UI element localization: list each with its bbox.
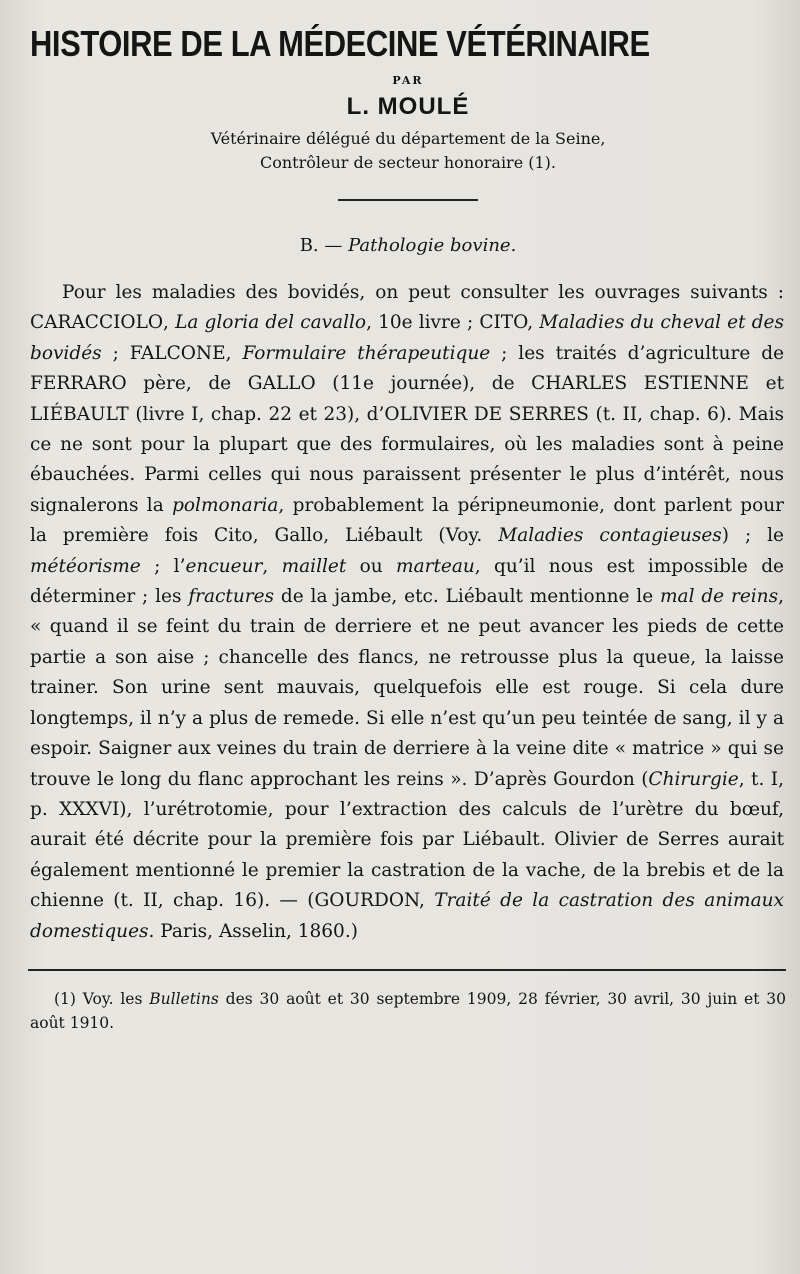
work-title: Maladies du cheval et des bovidés bbox=[30, 312, 784, 364]
footnote-italic: Bulletins bbox=[149, 989, 219, 1008]
text-run: , 10e livre ; bbox=[366, 312, 480, 334]
body-paragraph bbox=[30, 278, 784, 947]
italic-term: maillet bbox=[281, 555, 347, 577]
section-letter: B. — bbox=[299, 235, 343, 256]
work-title: Chirurgie bbox=[648, 768, 739, 790]
author-falcone: FALCONE bbox=[129, 342, 226, 364]
text-run: de la jambe, etc. Liébault mentionne le bbox=[274, 586, 660, 608]
text-run: , probablement la péripneumonie, dont parlent pour la première fois Cito, Gallo, Liébault (Voy. bbox=[30, 494, 784, 547]
text-run: , bbox=[527, 312, 540, 334]
author-charles-estienne: CHARLES ESTIENNE bbox=[531, 373, 750, 395]
author-liebault: LIÉBAULT bbox=[30, 403, 129, 425]
text-run: ou bbox=[346, 555, 397, 577]
text-run: père, de bbox=[126, 373, 248, 395]
author-olivier-de-serres: OLIVIER DE SERRES bbox=[384, 403, 589, 425]
author-gallo: GALLO bbox=[247, 373, 316, 395]
author-gourdon: GOURDON bbox=[314, 890, 419, 912]
text-run: , bbox=[419, 890, 435, 912]
text-run: . Paris, Asselin, 1860.) bbox=[148, 920, 358, 942]
text-run: , t. I, p. XXXVI), l’urétrotomie, pour l’extraction des calculs de l’urètre du bœuf, aurait été décrite pour la première fois par Liébault. Olivier de Serres aurait également mentionné le premier la castration de la vache, de la brebis et de la chienne (t. II, chap. 16). — ( bbox=[30, 768, 784, 912]
body-text bbox=[30, 278, 786, 947]
author-affiliation bbox=[30, 127, 786, 175]
italic-term: marteau bbox=[396, 555, 475, 577]
author-ferraro: FERRARO bbox=[30, 373, 127, 395]
text-run: (livre I, chap. 22 et 23), d’ bbox=[128, 403, 385, 425]
italic-term: fractures bbox=[188, 586, 275, 608]
text-run: (t. II, chap. 6). Mais ce ne sont pour la plupart que des formulaires, où les maladies sont à peine ébauchées. Parmi celles qui nous paraissent présenter le plus d’intérêt, nous signalerons la bbox=[30, 403, 784, 516]
page-title: HISTOIRE DE LA MÉDECINE VÉTÉRINAIRE bbox=[30, 23, 650, 64]
title-separator bbox=[338, 199, 478, 201]
section-heading bbox=[30, 235, 786, 256]
text-run: , bbox=[262, 555, 282, 577]
work-title: La gloria del cavallo bbox=[175, 312, 367, 334]
affiliation-line-2: Contrôleur de secteur honoraire (1). bbox=[259, 153, 557, 172]
italic-term: mal de reins bbox=[660, 586, 779, 608]
text-run: ; bbox=[101, 342, 130, 364]
author-caracciolo: CARACCIOLO bbox=[30, 312, 164, 334]
footnote-rule bbox=[28, 969, 786, 971]
affiliation-line-1: Vétérinaire délégué du département de la Seine, bbox=[210, 129, 606, 148]
by-label: PAR bbox=[392, 74, 424, 87]
author-name: L. MOULÉ bbox=[346, 93, 470, 120]
text-run: , « quand il se feint du train de derriere et ne peut avancer les pieds de cette partie a son aise ; chancelle des flancs, ne retrousse plus la queue, la laisse trainer. Son urine sent mauvais, quelquefois elle est rouge. Si cela dure longtemps, il n’y a plus de remede. Si elle n’est qu’un peu teintée de sang, il y a espoir. Saigner aux veines du train de derriere à la veine dite « matrice » qui se trouve le long du flanc approchant les reins ». D’après Gourdon ( bbox=[30, 586, 784, 790]
italic-term: météorisme bbox=[30, 555, 141, 577]
footnote-text: des 30 août et 30 septembre 1909, 28 février, 30 avril, 30 juin et 30 août 1910. bbox=[30, 989, 786, 1032]
text-run: (11e journée), de bbox=[315, 373, 532, 395]
text-run: , qu’il nous est impossible de déterminer ; les bbox=[30, 555, 785, 608]
section-title: Pathologie bovine. bbox=[348, 235, 517, 256]
text-run: , bbox=[163, 312, 176, 334]
footnote-text: (1) Voy. les bbox=[54, 989, 150, 1008]
italic-term: encueur bbox=[185, 555, 263, 577]
text-run: , bbox=[225, 342, 243, 364]
text-run: et bbox=[749, 373, 785, 395]
work-title: Traité de la castration des animaux domestiques bbox=[30, 890, 784, 942]
text-run: ) ; le bbox=[721, 525, 784, 547]
author-cito: CITO bbox=[479, 312, 528, 334]
text-run: ; l’ bbox=[140, 555, 186, 577]
footnote bbox=[30, 987, 786, 1035]
text-run: ; les traités d’agriculture de bbox=[490, 342, 785, 364]
work-title: Formulaire thérapeutique bbox=[242, 342, 491, 364]
text-run: Pour les maladies des bovidés, on peut consulter les ouvrages suivants : bbox=[62, 282, 784, 303]
work-title: Maladies contagieuses bbox=[498, 525, 722, 547]
italic-term: polmonaria bbox=[172, 494, 279, 516]
